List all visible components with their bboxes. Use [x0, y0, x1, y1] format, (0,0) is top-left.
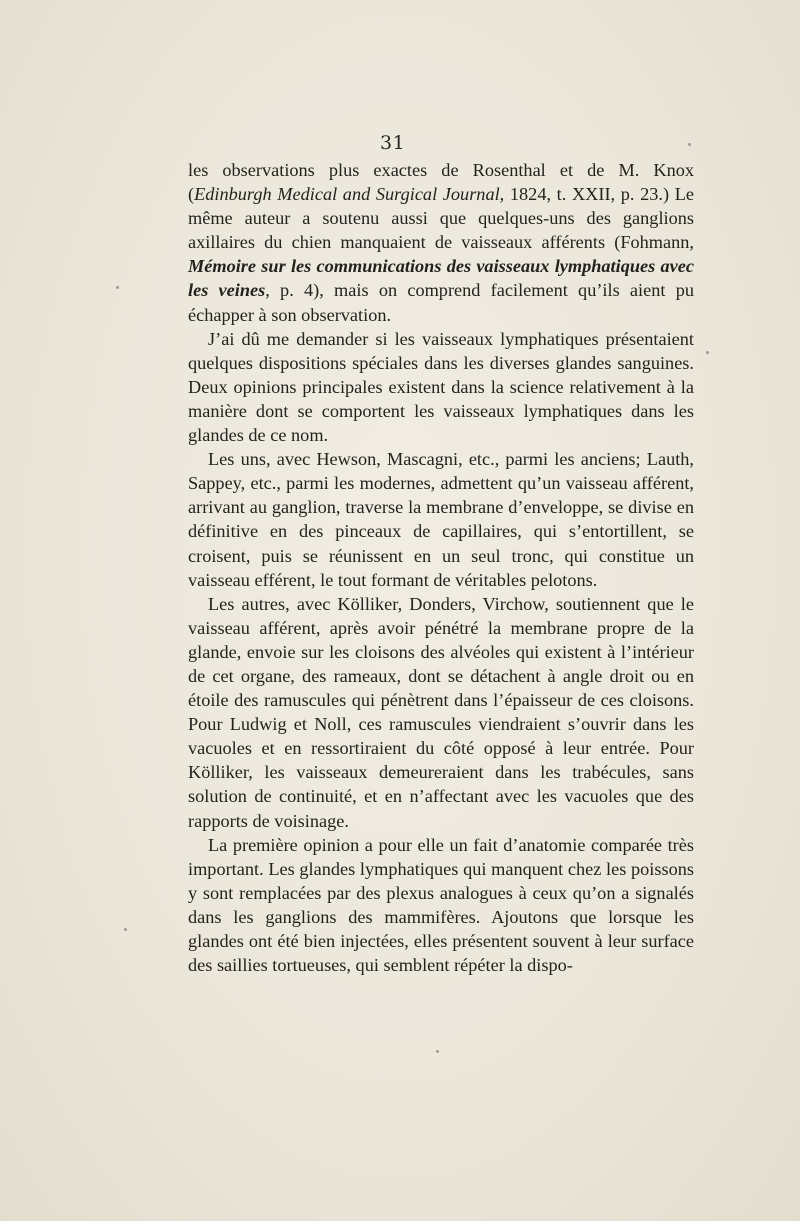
memoir-title-bold-italic: Mémoire sur les communications des vaisseaux lymphatiques avec les veines [188, 256, 694, 301]
text-run: La première opinion a pour elle un fait d’anatomie comparée très important. Les glandes lymphatiques qui manquent chez les poissons y sont remplacées par des plexus analogues à ceux qu’on a signalés dans les ganglions des mammifères. Ajoutons que lorsque les glandes ont été bien injectées, elles présentent souvent à leur surface des saillies tortueuses, qui semblent répéter la dispo- [188, 834, 694, 976]
paragraph-2 [188, 327, 694, 447]
paragraph-3 [188, 447, 694, 592]
text-run: , p. 4), mais on comprend facilement qu’ils aient pu échapper à son observation. [188, 280, 694, 325]
text-run: Les uns, avec Hewson, Mascagni, etc., parmi les anciens; Lauth, Sappey, etc., parmi les modernes, admettent qu’un vaisseau afférent, arrivant au ganglion, traverse la membrane d’enveloppe, se divise en définitive en des pinceaux de capillaires, qui s’entortillent, se croisent, puis se réunissent en un seul tronc, qui constitue un vaisseau efférent, le tout formant de véritables pelotons. [188, 449, 694, 590]
text-run: , 1824, t. XXII, p. 23.) Le même auteur a soutenu aussi que quelques-uns des ganglions axillaires du chien manquaient de vaisseaux afférents (Fohmann, [188, 184, 694, 253]
paper-speck [116, 286, 119, 289]
paragraph-1 [188, 158, 694, 327]
text-run: J’ai dû me demander si les vaisseaux lymphatiques présentaient quelques dispositions spéciales dans les diverses glandes sanguines. Deux opinions principales existent dans la science relativement à la manière dont se comportent les vaisseaux lymphatiques dans les glandes de ce nom. [188, 328, 694, 446]
paper-speck [706, 351, 709, 354]
page-number: 31 [380, 132, 406, 154]
paper-speck [436, 1050, 439, 1053]
body-text [188, 158, 694, 977]
paragraph-4 [188, 592, 694, 833]
text-run: Les autres, avec Kölliker, Donders, Virchow, soutiennent que le vaisseau afférent, après avoir pénétré la membrane propre de la glande, envoie sur les cloisons des alvéoles qui existent à l’intérieur de cet organe, des rameaux, dont se détachent à angle droit ou en étoile des ramuscules qui pénètrent dans l’épaisseur de ces cloisons. Pour Ludwig et Noll, ces ramuscules viendraient s’ouvrir dans les vacuoles et en ressortiraient du côté opposé à leur entrée. Pour Kölliker, les vaisseaux demeureraient dans les trabécules, sans solution de continuité, et en n’affectant avec les vacuoles que des rapports de voisinage. [188, 593, 694, 831]
text-run: les observations plus exactes de Rosenthal et de M. Knox ( [188, 160, 694, 205]
journal-title-italic: Edinburgh Medical and Surgical Journal [194, 184, 500, 205]
paragraph-5 [188, 833, 694, 978]
paper-speck [688, 143, 691, 146]
paper-speck [124, 928, 127, 931]
